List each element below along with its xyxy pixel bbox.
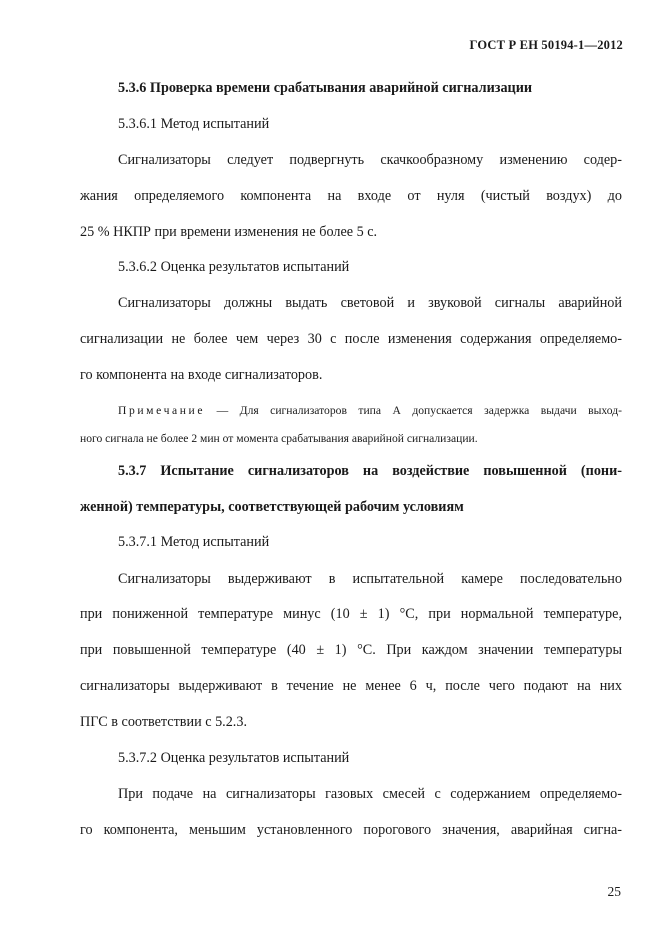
section-heading-5-3-7: 5.3.7 Испытание сигнализаторов на воздействие повышенной (пони- <box>118 463 622 479</box>
paragraph-line: при повышенной температуре (40 ± 1) °С. При каждом значении температуры <box>80 642 622 658</box>
paragraph-line: ПГС в соответствии с 5.2.3. <box>80 714 247 730</box>
paragraph-line: 25 % НКПР при времени изменения не более 5 с. <box>80 224 378 240</box>
document-header: ГОСТ Р ЕН 50194-1—2012 <box>469 38 623 52</box>
paragraph-line: сигнализации не более чем через 30 с после изменения содержания определяемо- <box>80 331 622 347</box>
subsection-heading: 5.3.6.2 Оценка результатов испытаний <box>118 259 350 275</box>
section-heading-5-3-6: 5.3.6 Проверка времени срабатывания аварийной сигнализации <box>118 80 533 96</box>
note-label: Примечание <box>118 404 206 417</box>
paragraph-line: го компонента на входе сигнализаторов. <box>80 367 323 383</box>
note-text: — Для сигнализаторов типа А допускается задержка выдачи выход- <box>205 404 622 417</box>
paragraph-line: при пониженной температуре минус (10 ± 1) °С, при нормальной температуре, <box>80 606 622 622</box>
subsection-heading: 5.3.7.2 Оценка результатов испытаний <box>118 750 350 766</box>
note-line <box>118 402 622 420</box>
subsection-heading: 5.3.6.1 Метод испытаний <box>118 116 270 132</box>
paragraph-line: Сигнализаторы выдерживают в испытательной камере последовательно <box>118 571 622 587</box>
paragraph-line: жания определяемого компонента на входе от нуля (чистый воздух) до <box>80 188 622 204</box>
paragraph-line: Сигнализаторы должны выдать световой и звуковой сигналы аварийной <box>118 295 622 311</box>
paragraph-line: Сигнализаторы следует подвергнуть скачкообразному изменению содер- <box>118 152 622 168</box>
note-line: ного сигнала не более 2 мин от момента срабатывания аварийной сигнализации. <box>80 432 478 445</box>
subsection-heading: 5.3.7.1 Метод испытаний <box>118 534 270 550</box>
paragraph-line: сигнализаторы выдерживают в течение не менее 6 ч, после чего подают на них <box>80 678 622 694</box>
page-number: 25 <box>607 884 621 899</box>
section-heading-5-3-7-cont: женной) температуры, соответствующей рабочим условиям <box>80 499 464 515</box>
paragraph-line: го компонента, меньшим установленного порогового значения, аварийная сигна- <box>80 822 622 838</box>
paragraph-line: При подаче на сигнализаторы газовых смесей с содержанием определяемо- <box>118 786 622 802</box>
